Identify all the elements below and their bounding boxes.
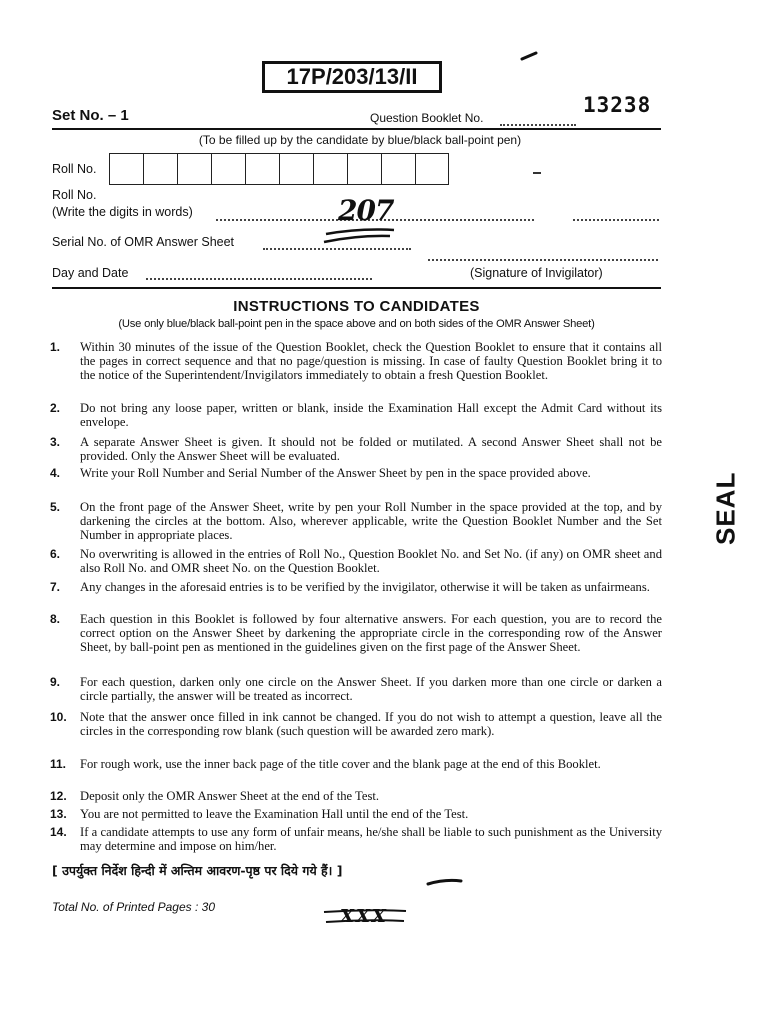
roll-digit-box[interactable] — [279, 153, 313, 185]
instruction-number: 10. — [50, 710, 67, 724]
booklet-number-label: Question Booklet No. — [370, 111, 484, 125]
omr-serial-label: Serial No. of OMR Answer Sheet — [52, 235, 235, 249]
roll-digit-box[interactable] — [313, 153, 347, 185]
booklet-number-value: 13238 — [583, 93, 652, 117]
instruction-item — [50, 790, 662, 804]
seal-stamp: SEAL — [710, 471, 741, 545]
instruction-item — [50, 676, 662, 704]
instruction-text: If a candidate attempts to use any form of unfair means, he/she shall be liable to such punishment as the University may determine and impose on him/her. — [80, 825, 662, 853]
roll-digit-box[interactable] — [347, 153, 381, 185]
instruction-text: Any changes in the aforesaid entries is to be verified by the invigilator, otherwise it will be taken as unfairmeans. — [80, 580, 650, 594]
hindi-note: [ उपर्युक्त निर्देश हिन्दी में अन्तिम आवरण-पृष्ठ पर दिये गये हैं। ] — [52, 863, 343, 878]
instruction-item — [50, 581, 662, 595]
instruction-number: 12. — [50, 789, 67, 803]
end-mark: XXX — [340, 906, 388, 927]
end-mark-strikes — [320, 902, 410, 932]
roll-digit-box[interactable] — [211, 153, 245, 185]
stray-ink-mark — [425, 876, 465, 888]
instruction-text: Write your Roll Number and Serial Number of the Answer Sheet by pen in the space provided above. — [80, 466, 591, 480]
omr-serial-line[interactable] — [263, 248, 411, 250]
instruction-item — [50, 758, 662, 772]
instruction-number: 7. — [50, 580, 61, 594]
instruction-number: 6. — [50, 547, 61, 561]
instruction-text: You are not permitted to leave the Examination Hall until the end of the Test. — [80, 807, 469, 821]
signature-label: (Signature of Invigilator) — [470, 266, 603, 280]
instruction-text: For each question, darken only one circle on the Answer Sheet. If you darken more than one circle or darken a circle partially, the answer will be treated as incorrect. — [80, 675, 662, 703]
day-date-label: Day and Date — [52, 266, 129, 280]
fill-note: (To be filled up by the candidate by blue/black ball-point pen) — [198, 133, 522, 147]
instruction-number: 14. — [50, 825, 67, 839]
instruction-item — [50, 826, 662, 854]
roll-number-boxes[interactable] — [109, 153, 449, 187]
instruction-item — [50, 341, 662, 382]
instructions-title: INSTRUCTIONS TO CANDIDATES — [233, 298, 480, 315]
instruction-number: 2. — [50, 401, 61, 415]
roll-no-words-label: Roll No. — [52, 188, 97, 202]
roll-digit-box[interactable] — [109, 153, 143, 185]
instruction-number: 8. — [50, 612, 61, 626]
instruction-text: Within 30 minutes of the issue of the Question Booklet, check the Question Booklet to ensure that it contains all the pages in correct sequence and that no page/question is missing. In case of faulty Question Booklet bring it to the notice of the Superintendent/Invigilators immediately to obtain a fresh Question Booklet. — [80, 340, 662, 382]
roll-no-label: Roll No. — [52, 162, 97, 176]
instruction-text: For rough work, use the inner back page of the title cover and the blank page at the end of this Booklet. — [80, 757, 601, 771]
roll-words-line-2[interactable] — [573, 219, 659, 221]
instruction-item — [50, 711, 662, 739]
day-date-line[interactable] — [146, 278, 372, 280]
roll-digit-box[interactable] — [177, 153, 211, 185]
instruction-number: 9. — [50, 675, 61, 689]
booklet-number-line — [500, 124, 576, 126]
instruction-text: Note that the answer once filled in ink cannot be changed. If you do not wish to attempt a question, leave all the circles in the corresponding row blank (such question will be awarded zero mark). — [80, 710, 662, 738]
instructions-subtitle: (Use only blue/black ball-point pen in the space above and on both sides of the OMR Answer Sheet) — [118, 318, 595, 330]
stray-ink-mark — [520, 50, 540, 62]
header-rule — [52, 128, 661, 130]
instruction-text: Do not bring any loose paper, written or blank, inside the Examination Hall except the Admit Card without its envelope. — [80, 401, 662, 429]
roll-digit-box[interactable] — [415, 153, 449, 185]
set-number: Set No. – 1 — [52, 107, 129, 124]
handwritten-roll-words: 207 — [338, 194, 394, 227]
instruction-text: Each question in this Booklet is followed by four alternative answers. For each question, you are to record the correct option on the Answer Sheet by darkening the appropriate circle in the corresponding row of the Answer Sheet, by ball-point pen as mentioned in the guidelines given on the first page of the Answer Sheet. — [80, 612, 662, 654]
paper-code-box: 17P/203/13/II — [262, 61, 442, 93]
instruction-item — [50, 467, 662, 481]
total-pages: Total No. of Printed Pages : 30 — [52, 900, 215, 914]
instruction-text: No overwriting is allowed in the entries of Roll No., Question Booklet No. and Set No. (if any) on OMR sheet and also Roll No. and OMR sheet No. on the Question Booklet. — [80, 547, 662, 575]
dash-mark — [533, 172, 541, 174]
instruction-item — [50, 548, 662, 576]
signature-line[interactable] — [428, 259, 658, 261]
instruction-item — [50, 402, 662, 430]
instruction-number: 13. — [50, 807, 67, 821]
instruction-item — [50, 613, 662, 654]
instruction-text: On the front page of the Answer Sheet, write by pen your Roll Number in the space provided at the top, and by darkening the circles at the bottom. Also, wherever applicable, write the Question Booklet Number and the Set Number in appropriate places. — [80, 500, 662, 542]
instruction-item — [50, 808, 662, 822]
instruction-text: Deposit only the OMR Answer Sheet at the end of the Test. — [80, 789, 379, 803]
roll-digit-box[interactable] — [245, 153, 279, 185]
instruction-number: 3. — [50, 435, 61, 449]
form-rule — [52, 287, 661, 289]
instruction-number: 11. — [50, 757, 67, 771]
instruction-number: 5. — [50, 500, 61, 514]
handwritten-underline — [320, 224, 400, 246]
roll-no-words-sublabel: (Write the digits in words) — [52, 205, 193, 219]
instruction-number: 1. — [50, 340, 61, 354]
roll-digit-box[interactable] — [143, 153, 177, 185]
instruction-text: A separate Answer Sheet is given. It should not be folded or mutilated. A second Answer Sheet shall not be provided. Only the Answer Sheet will be evaluated. — [80, 435, 662, 463]
instruction-number: 4. — [50, 466, 61, 480]
instruction-item — [50, 501, 662, 542]
roll-digit-box[interactable] — [381, 153, 415, 185]
instruction-item — [50, 436, 662, 464]
